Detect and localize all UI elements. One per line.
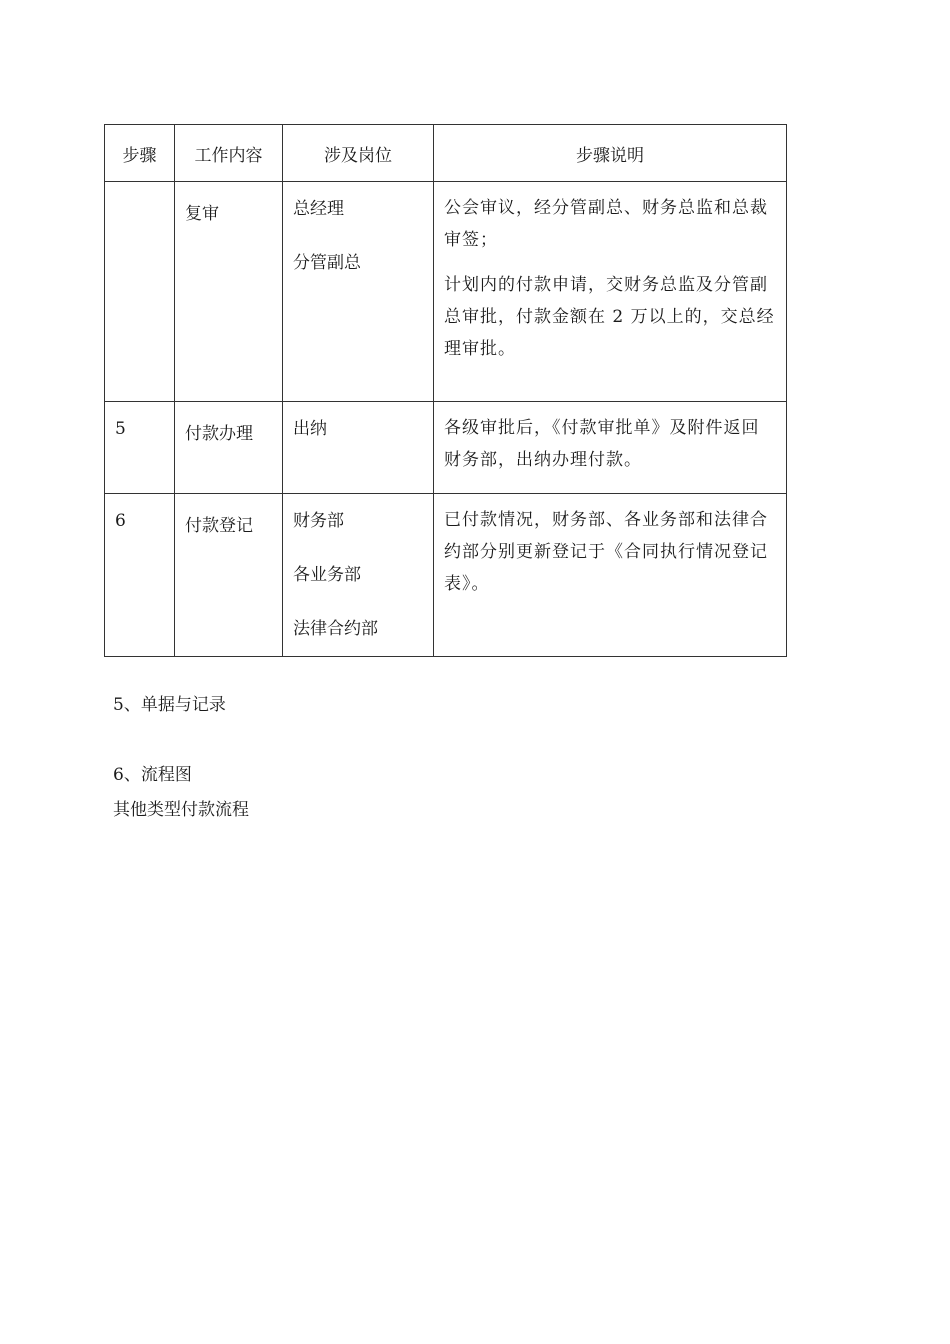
step-cell [105,182,175,402]
header-positions: 涉及岗位 [283,125,434,182]
position-item: 财务部 [293,511,344,531]
step-number: 5 [115,419,126,439]
table-row [105,494,787,657]
description-paragraph: 公会审议，经分管副总、财务总监和总裁审签； [444,198,768,250]
description-paragraph: 各级审批后，《付款审批单》及附件返回财务部，出纳办理付款。 [444,418,760,470]
section-heading-records: 5、单据与记录 [113,695,226,715]
position-item: 总经理 [293,199,344,219]
section-heading-flowchart: 6、流程图 [113,765,192,785]
step-number [105,182,174,209]
step-cell [105,402,175,494]
table-row [105,182,787,402]
position-item: 分管副总 [293,253,361,273]
step-number: 6 [115,511,126,531]
work-content: 复审 [185,204,219,224]
description-cell [434,402,787,494]
table-row [105,402,787,494]
work-cell [175,402,283,494]
description-cell [434,182,787,402]
table-header-row [105,125,787,182]
position-item: 法律合约部 [293,619,378,639]
work-cell [175,494,283,657]
position-item: 出纳 [293,419,327,439]
description-paragraph: 计划内的付款申请，交财务总监及分管副总审批，付款金额在 2 万以上的，交总经理审批。 [444,275,775,359]
positions-cell [283,402,434,494]
description-paragraph: 已付款情况，财务部、各业务部和法律合约部分别更新登记于《合同执行情况登记表》。 [444,510,768,594]
work-cell [175,182,283,402]
description-cell [434,494,787,657]
step-cell [105,494,175,657]
header-step: 步骤 [105,125,175,182]
subheading-other-payment-flow: 其他类型付款流程 [113,800,249,820]
work-content: 付款登记 [185,516,253,536]
work-content: 付款办理 [185,424,253,444]
positions-cell [283,494,434,657]
procedure-table [104,124,787,657]
positions-cell [283,182,434,402]
position-item: 各业务部 [293,565,361,585]
header-step-description: 步骤说明 [434,125,787,182]
header-work-content: 工作内容 [175,125,283,182]
